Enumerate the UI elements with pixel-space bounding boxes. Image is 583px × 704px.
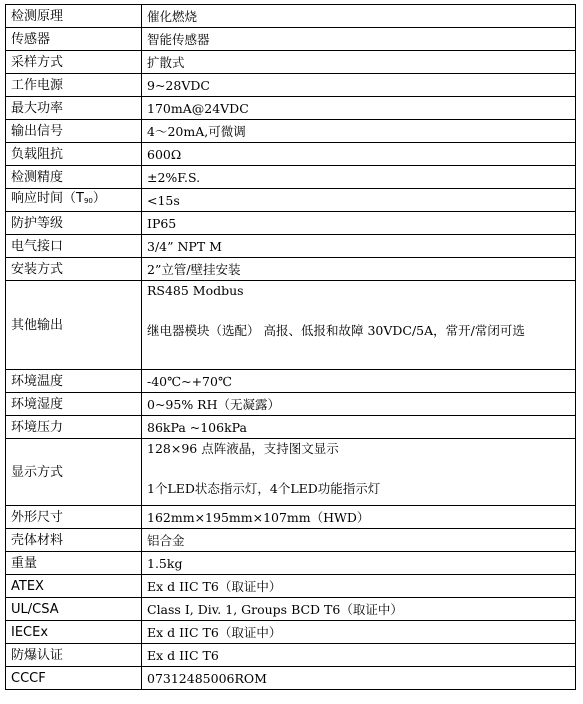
row-label: ATEX	[6, 575, 142, 598]
row-label: 检测精度	[6, 166, 142, 189]
row-label: 电气接口	[6, 235, 142, 258]
table-row	[6, 393, 576, 416]
table-row	[6, 28, 576, 51]
table-row	[6, 575, 576, 598]
row-value: Ex d IIC T6（取证中）	[142, 575, 576, 598]
row-value: 07312485006ROM	[142, 667, 576, 690]
row-label: 其他输出	[6, 281, 142, 370]
row-value: 3/4” NPT M	[142, 235, 576, 258]
table-row	[6, 644, 576, 667]
table-row	[6, 552, 576, 575]
row-value: IP65	[142, 212, 576, 235]
row-label: 壳体材料	[6, 529, 142, 552]
table-row	[6, 212, 576, 235]
value-line: 继电器模块（选配） 高报、低报和故障 30VDC/5A，常开/常闭可选	[147, 323, 525, 338]
table-row	[6, 370, 576, 393]
table-row	[6, 667, 576, 690]
row-label: 输出信号	[6, 120, 142, 143]
row-value: Ex d IIC T6	[142, 644, 576, 667]
row-value: 智能传感器	[142, 28, 576, 51]
table-row	[6, 416, 576, 439]
row-label-response-time	[6, 189, 142, 212]
row-value: 170mA@24VDC	[142, 97, 576, 120]
row-label: 外形尺寸	[6, 506, 142, 529]
table-row	[6, 166, 576, 189]
row-value-multiline	[142, 439, 576, 506]
value-line: RS485 Modbus	[147, 283, 244, 298]
row-value: 86kPa ~106kPa	[142, 416, 576, 439]
row-value: 9~28VDC	[142, 74, 576, 97]
table-row	[6, 120, 576, 143]
row-label: 采样方式	[6, 51, 142, 74]
row-label-main: 响应时间（T	[11, 191, 84, 206]
row-value: <15s	[142, 189, 576, 212]
table-row	[6, 439, 576, 506]
row-value: 扩散式	[142, 51, 576, 74]
row-label: CCCF	[6, 667, 142, 690]
row-label: 防护等级	[6, 212, 142, 235]
row-label: 显示方式	[6, 439, 142, 506]
row-value-multiline	[142, 281, 576, 370]
table-row	[6, 51, 576, 74]
value-line: 1个LED状态指示灯，4个LED功能指示灯	[147, 481, 381, 496]
row-label: IECEx	[6, 621, 142, 644]
table-row	[6, 74, 576, 97]
spec-table	[5, 4, 576, 690]
row-label-subscript: 90	[83, 197, 93, 205]
row-label: 防爆认证	[6, 644, 142, 667]
row-value: Class I, Div. 1, Groups BCD T6（取证中）	[142, 598, 576, 621]
row-label: 最大功率	[6, 97, 142, 120]
table-row	[6, 598, 576, 621]
row-label: 安装方式	[6, 258, 142, 281]
table-row	[6, 621, 576, 644]
row-label-end: ）	[92, 191, 106, 206]
table-row	[6, 97, 576, 120]
row-label: 工作电源	[6, 74, 142, 97]
table-row	[6, 529, 576, 552]
row-value: 2”立管/壁挂安装	[142, 258, 576, 281]
row-value: 0~95% RH（无凝露）	[142, 393, 576, 416]
row-label: UL/CSA	[6, 598, 142, 621]
table-row	[6, 143, 576, 166]
value-line: 128×96 点阵液晶，支持图文显示	[147, 441, 339, 456]
row-value: 600Ω	[142, 143, 576, 166]
row-label: 环境湿度	[6, 393, 142, 416]
row-label: 环境压力	[6, 416, 142, 439]
row-value: 4～20mA,可微调	[142, 120, 576, 143]
row-value: Ex d IIC T6（取证中）	[142, 621, 576, 644]
row-label: 负载阻抗	[6, 143, 142, 166]
row-value: 催化燃烧	[142, 5, 576, 28]
row-label: 检测原理	[6, 5, 142, 28]
line-gap	[147, 301, 569, 321]
line-gap	[147, 459, 569, 479]
row-value: 1.5kg	[142, 552, 576, 575]
table-row	[6, 189, 576, 212]
table-row	[6, 506, 576, 529]
row-label: 环境温度	[6, 370, 142, 393]
row-label: 传感器	[6, 28, 142, 51]
row-value: -40℃~+70℃	[142, 370, 576, 393]
row-value: 铝合金	[142, 529, 576, 552]
table-row	[6, 281, 576, 370]
row-value: ±2%F.S.	[142, 166, 576, 189]
row-value: 162mm×195mm×107mm（HWD）	[142, 506, 576, 529]
table-row	[6, 235, 576, 258]
row-label: 重量	[6, 552, 142, 575]
table-row	[6, 258, 576, 281]
table-row	[6, 5, 576, 28]
